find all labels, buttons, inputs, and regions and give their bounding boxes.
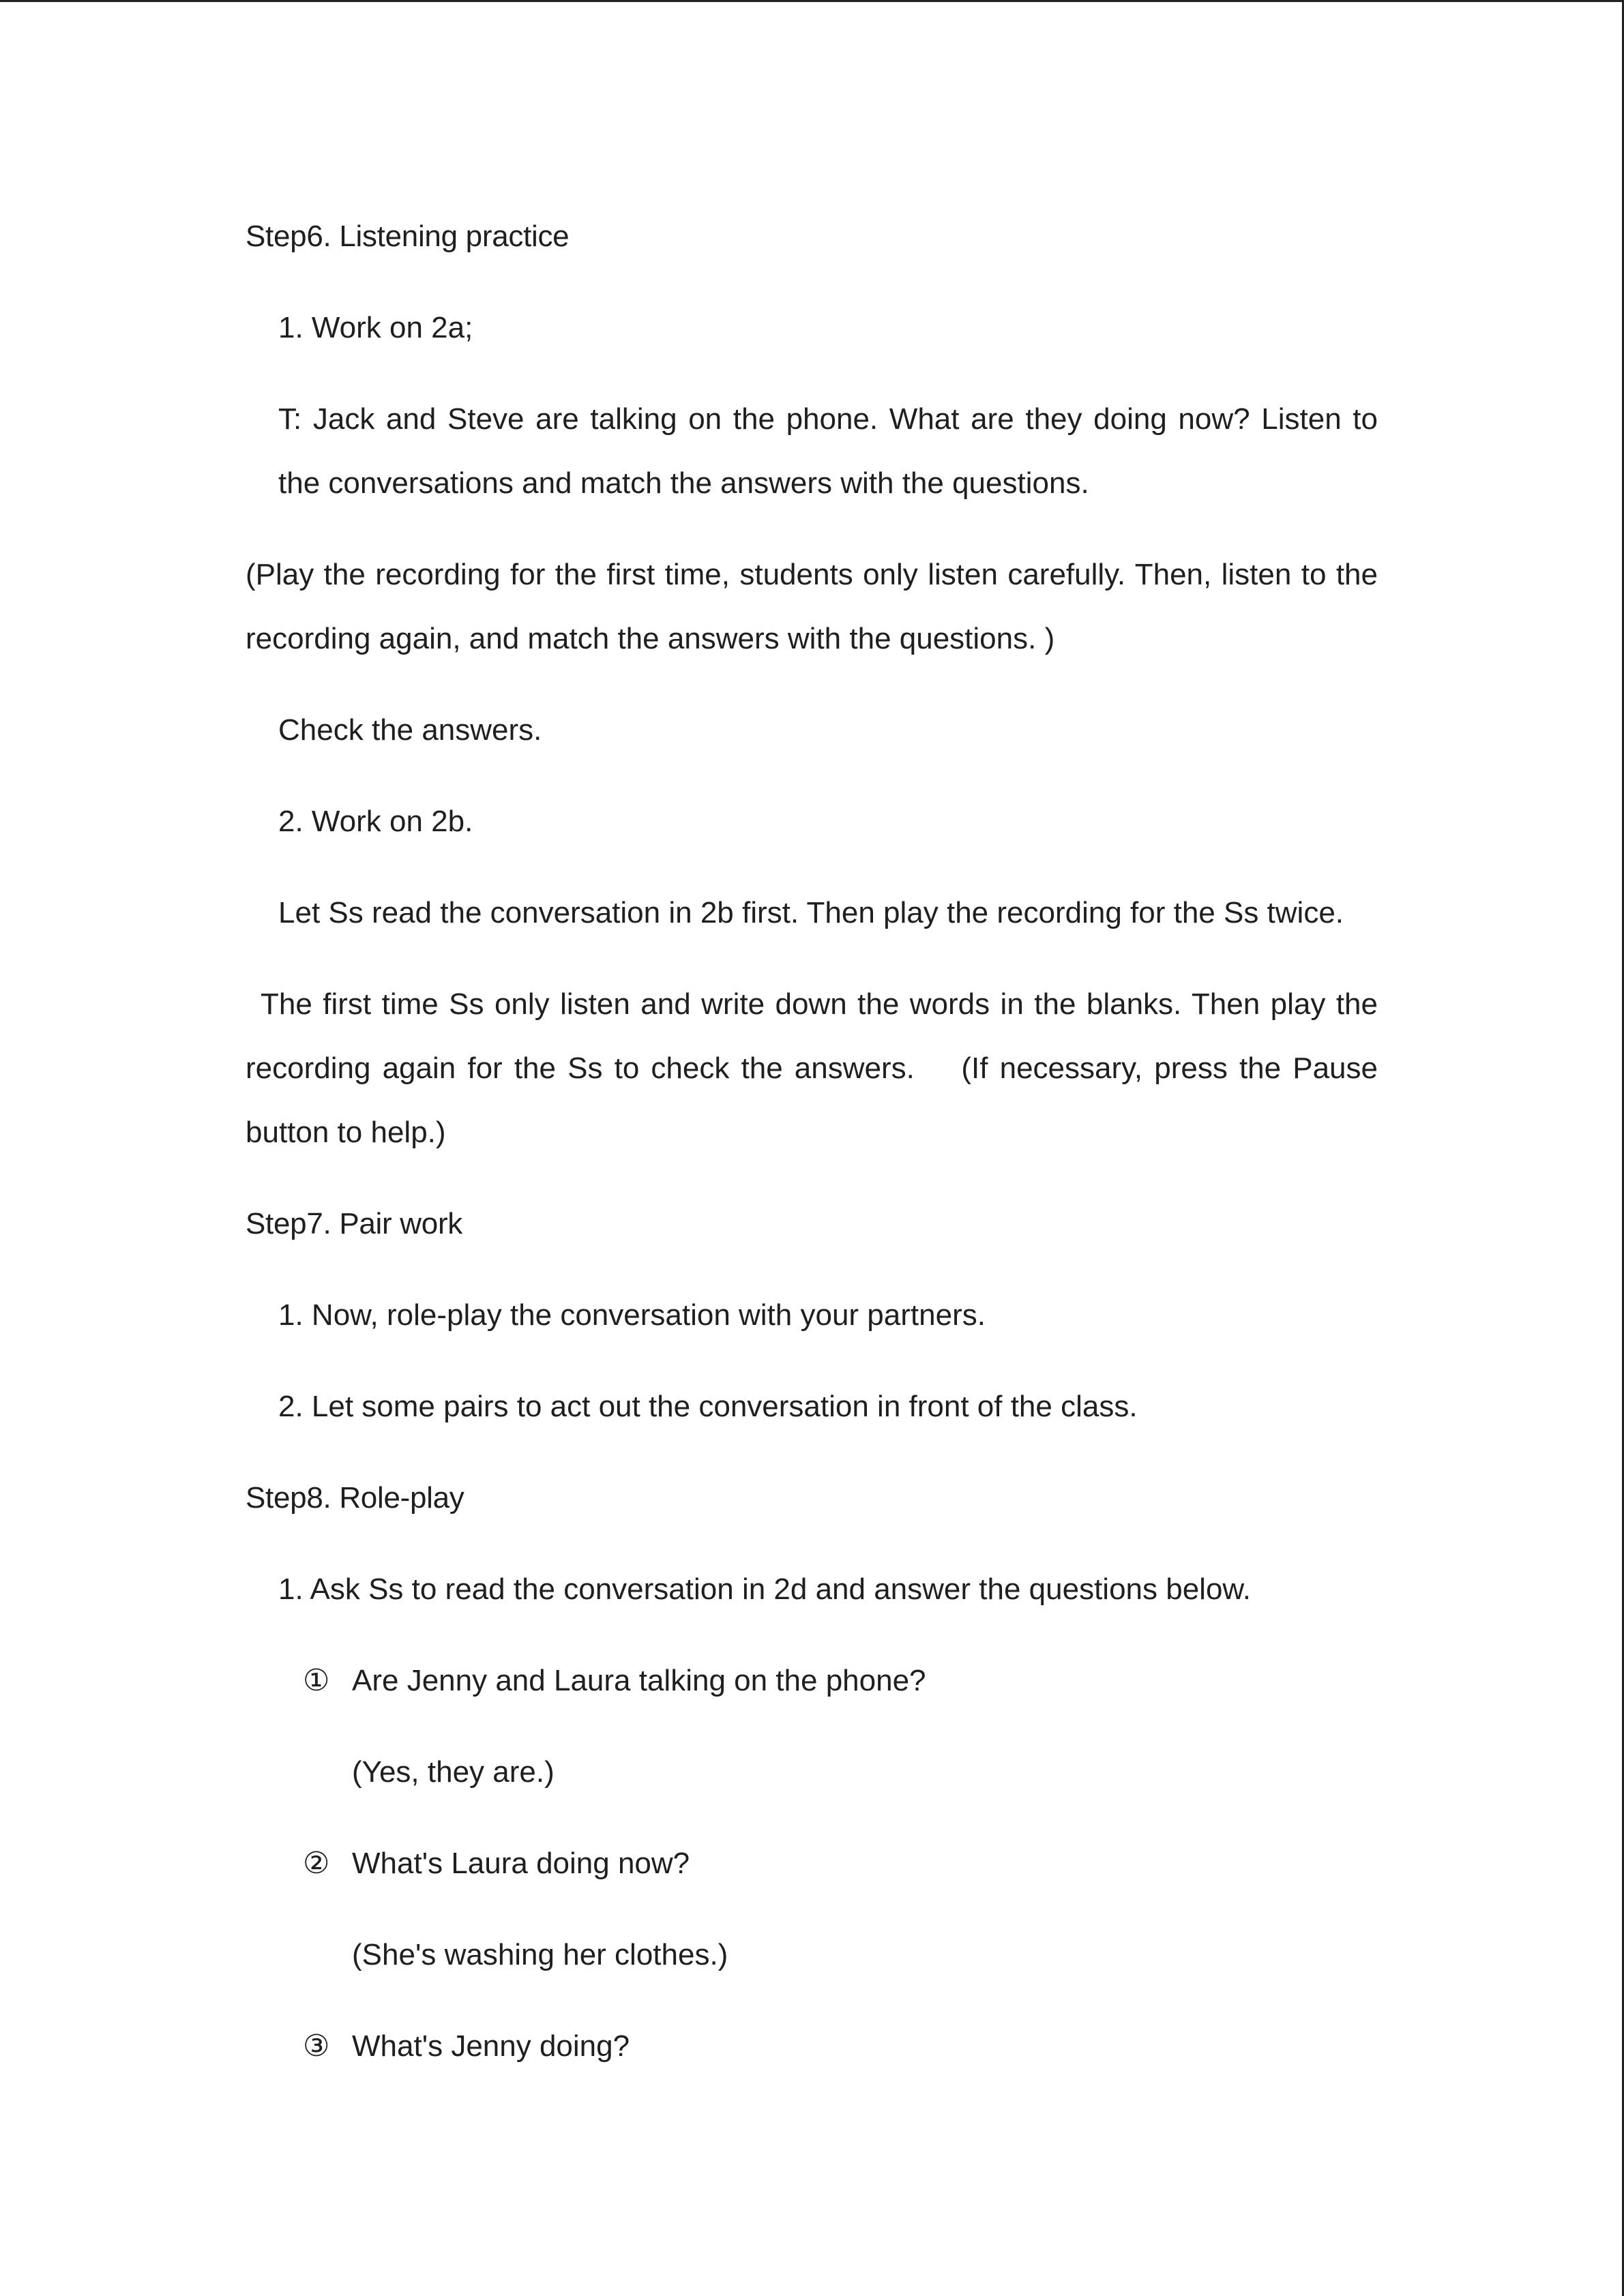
step6-item-2: 2. Work on 2b. bbox=[278, 805, 473, 838]
step6-first-time-text: The first time Ss only listen and write down the words in the blanks. Then play the recording again for the Ss to check the answers. (If necessary, press the Pause button to help.) bbox=[246, 987, 1378, 1149]
answer-1: (Yes, they are.) bbox=[352, 1755, 555, 1789]
question-2-text: What's Laura doing now? bbox=[352, 1847, 690, 1880]
question-1 bbox=[246, 1649, 1378, 1713]
question-2 bbox=[246, 1832, 1378, 1896]
step8-heading: Step8. Role-play bbox=[246, 1481, 464, 1515]
step8-item-1: 1. Ask Ss to read the conversation in 2d and answer the questions below. bbox=[278, 1572, 1252, 1606]
answer-2: (She's washing her clothes.) bbox=[352, 1938, 728, 1971]
question-2-number: ② bbox=[303, 1846, 330, 1881]
step6-teacher-instruction: T: Jack and Steve are talking on the phone. What are they doing now? Listen to the conversations and match the answers with the questions. bbox=[278, 402, 1378, 500]
page-top-border bbox=[0, 0, 1624, 2]
question-3 bbox=[246, 2014, 1378, 2078]
question-3-number: ③ bbox=[303, 2029, 330, 2063]
question-1-text: Are Jenny and Laura talking on the phone? bbox=[352, 1664, 926, 1697]
step6-check-answers: Check the answers. bbox=[278, 713, 542, 747]
step7-heading: Step7. Pair work bbox=[246, 1207, 463, 1240]
question-3-text: What's Jenny doing? bbox=[352, 2029, 630, 2063]
question-1-number: ① bbox=[303, 1663, 330, 1698]
step6-first-time bbox=[246, 972, 1378, 1165]
document-page bbox=[246, 205, 1378, 2106]
step6-play-note: (Play the recording for the first time, students only listen carefully. Then, listen to the recording again, and match the answers with the questions. ) bbox=[246, 558, 1378, 655]
step7-item-1: 1. Now, role-play the conversation with your partners. bbox=[278, 1298, 986, 1332]
step6-item-1: 1. Work on 2a; bbox=[278, 311, 473, 344]
step6-read-first: Let Ss read the conversation in 2b first. Then play the recording for the Ss twice. bbox=[278, 896, 1344, 929]
step7-item-2: 2. Let some pairs to act out the conversation in front of the class. bbox=[278, 1390, 1138, 1423]
step6-heading: Step6. Listening practice bbox=[246, 220, 570, 253]
